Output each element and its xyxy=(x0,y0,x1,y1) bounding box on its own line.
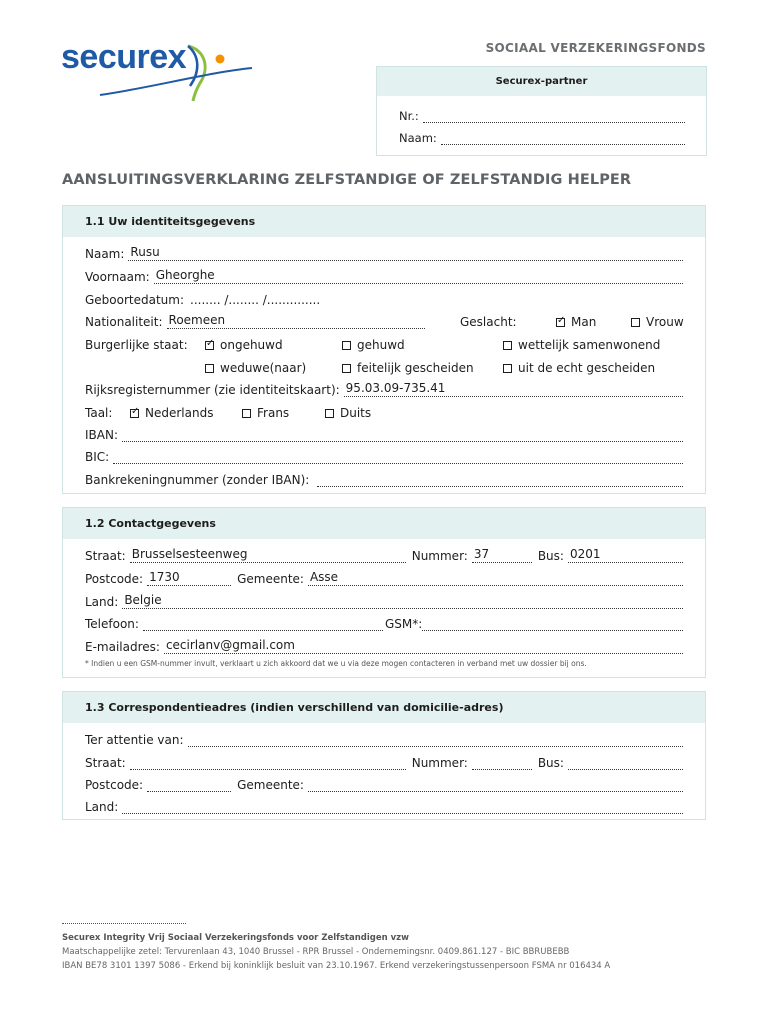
checkbox-icon[interactable] xyxy=(503,364,512,373)
partner-nr-input[interactable] xyxy=(423,112,685,123)
checkbox-icon[interactable] xyxy=(205,364,214,373)
corr-postcode-input[interactable] xyxy=(147,777,231,792)
bus-label: Bus: xyxy=(537,549,564,563)
checkbox-checked-icon[interactable] xyxy=(130,409,139,418)
postcode-row xyxy=(85,571,683,586)
staat-samenwonend-option[interactable] xyxy=(503,337,660,352)
corr-postcode-label: Postcode: xyxy=(85,778,144,792)
geslacht-label: Geslacht: xyxy=(460,315,517,329)
checkbox-icon[interactable] xyxy=(631,318,640,327)
postcode-input[interactable]: 1730 xyxy=(147,571,231,586)
geslacht-vrouw-option[interactable] xyxy=(631,314,684,329)
staat-weduwe-option[interactable] xyxy=(205,360,306,375)
partner-naam-label: Naam: xyxy=(399,131,437,145)
land-row[interactable] xyxy=(85,594,683,609)
bus-input[interactable]: 0201 xyxy=(568,548,683,563)
telefoon-input[interactable] xyxy=(143,616,383,631)
rijksregister-label: Rijksregisternummer (zie identiteitskaart): xyxy=(85,383,340,397)
partner-naam-field[interactable] xyxy=(399,131,685,145)
footer-divider xyxy=(62,923,186,924)
checkbox-icon[interactable] xyxy=(342,341,351,350)
bic-label: BIC: xyxy=(85,450,110,464)
straat-label: Straat: xyxy=(85,549,126,563)
corr-straat-label: Straat: xyxy=(85,756,126,770)
taal-fr-option[interactable] xyxy=(242,405,289,420)
corr-bus-label: Bus: xyxy=(537,756,564,770)
land-input[interactable]: Belgie xyxy=(122,594,683,609)
taal-label: Taal: xyxy=(85,406,113,420)
voornaam-label: Voornaam: xyxy=(85,270,150,284)
option-label: Frans xyxy=(257,406,290,420)
corr-nummer-label: Nummer: xyxy=(411,756,468,770)
gsm-input[interactable] xyxy=(422,616,683,631)
checkbox-icon[interactable] xyxy=(325,409,334,418)
checkbox-icon[interactable] xyxy=(503,341,512,350)
corr-bus-input[interactable] xyxy=(568,755,683,770)
corr-postcode-row xyxy=(85,777,683,792)
attentie-input[interactable] xyxy=(188,732,683,747)
partner-naam-input[interactable] xyxy=(441,134,685,145)
logo-wordmark: securex xyxy=(61,38,187,76)
option-label: Duits xyxy=(340,406,372,420)
section-heading: 1.2 Contactgegevens xyxy=(63,508,705,539)
option-label: Nederlands xyxy=(145,406,214,420)
partner-box xyxy=(376,66,707,156)
nummer-input[interactable]: 37 xyxy=(472,548,532,563)
naam-input[interactable]: Rusu xyxy=(128,246,683,261)
corr-land-row[interactable] xyxy=(85,799,683,814)
iban-label: IBAN: xyxy=(85,428,118,442)
corr-gemeente-input[interactable] xyxy=(308,777,683,792)
attentie-label: Ter attentie van: xyxy=(85,733,184,747)
staat-gehuwd-option[interactable] xyxy=(342,337,405,352)
voornaam-input[interactable]: Gheorghe xyxy=(154,269,683,284)
rijksregister-input[interactable]: 95.03.09-735.41 xyxy=(344,382,683,397)
section-heading: 1.3 Correspondentieadres (indien verschillend van domicilie-adres) xyxy=(63,692,705,723)
partner-nr-label: Nr.: xyxy=(399,109,419,123)
bankrekening-label: Bankrekeningnummer (zonder IBAN): xyxy=(85,473,310,487)
email-label: E-mailadres: xyxy=(85,640,160,654)
email-row[interactable] xyxy=(85,639,683,654)
page-title: AANSLUITINGSVERKLARING ZELFSTANDIGE OF ZELFSTANDIG HELPER xyxy=(62,172,632,188)
option-label: gehuwd xyxy=(357,338,405,352)
corr-straat-input[interactable] xyxy=(130,755,406,770)
section-heading: 1.1 Uw identiteitsgegevens xyxy=(63,206,705,237)
footer-address: Maatschappelijke zetel: Tervurenlaan 43, 1040 Brussel - RPR Brussel - Ondernemingsnr. 0409.861.127 - BIC BBRUBEBB xyxy=(62,947,570,957)
option-label: feitelijk gescheiden xyxy=(357,361,474,375)
securex-logo xyxy=(60,38,255,104)
geboortedatum-input[interactable]: ........ /........ /.............. xyxy=(190,293,321,307)
nationaliteit-field[interactable] xyxy=(85,314,425,329)
staat-feitelijk-option[interactable] xyxy=(342,360,474,375)
iban-input[interactable] xyxy=(122,427,683,442)
voornaam-field[interactable] xyxy=(85,269,683,284)
land-label: Land: xyxy=(85,595,119,609)
option-label: ongehuwd xyxy=(220,338,283,352)
logo-swoosh-icon xyxy=(60,38,255,104)
section-contact xyxy=(62,507,706,678)
section-correspondence xyxy=(62,691,706,820)
checkbox-checked-icon[interactable] xyxy=(205,341,214,350)
taal-nl-option[interactable] xyxy=(130,405,213,420)
staat-ongehuwd-option[interactable] xyxy=(205,337,283,352)
option-label: Vrouw xyxy=(646,315,684,329)
checkbox-checked-icon[interactable] xyxy=(556,318,565,327)
option-label: uit de echt gescheiden xyxy=(518,361,656,375)
nationaliteit-input[interactable]: Roemeen xyxy=(167,314,425,329)
corr-straat-row xyxy=(85,755,683,770)
section-identity xyxy=(62,205,706,494)
geboortedatum-label: Geboortedatum: xyxy=(85,293,185,307)
rijksregister-field[interactable] xyxy=(85,382,683,397)
option-label: weduwe(naar) xyxy=(220,361,307,375)
burgerlijke-staat-label: Burgerlijke staat: xyxy=(85,338,188,352)
telefoon-row xyxy=(85,616,683,631)
iban-field[interactable] xyxy=(85,427,683,442)
gsm-label: GSM*: xyxy=(384,617,423,631)
straat-input[interactable]: Brusselsesteenweg xyxy=(130,548,406,563)
gemeente-label: Gemeente: xyxy=(237,572,304,586)
corr-gemeente-label: Gemeente: xyxy=(237,778,304,792)
option-label: Man xyxy=(571,315,597,329)
postcode-label: Postcode: xyxy=(85,572,144,586)
telefoon-label: Telefoon: xyxy=(85,617,139,631)
partner-title: Securex-partner xyxy=(377,67,706,96)
geslacht-man-option[interactable] xyxy=(556,314,596,329)
bankrekening-input[interactable] xyxy=(317,472,683,487)
corr-nummer-input[interactable] xyxy=(472,755,532,770)
corr-land-input[interactable] xyxy=(122,799,683,814)
checkbox-icon[interactable] xyxy=(342,364,351,373)
footer-registration: IBAN BE78 3101 1397 5086 - Erkend bij koninklijk besluit van 23.10.1967. Erkend verzekeringstussenpersoon FSMA nr 016434 A xyxy=(62,961,611,971)
fund-title: SOCIAAL VERZEKERINGSFONDS xyxy=(485,41,706,55)
checkbox-icon[interactable] xyxy=(242,409,251,418)
bankrekening-field[interactable] xyxy=(85,472,683,487)
gemeente-input[interactable]: Asse xyxy=(308,571,683,586)
straat-row xyxy=(85,548,683,563)
taal-de-option[interactable] xyxy=(325,405,371,420)
footer-company: Securex Integrity Vrij Sociaal Verzekeringsfonds voor Zelfstandigen vzw xyxy=(62,933,409,943)
email-input[interactable]: cecirlanv@gmail.com xyxy=(164,639,683,654)
naam-label: Naam: xyxy=(85,247,125,261)
geboortedatum-field[interactable] xyxy=(85,292,320,307)
nationaliteit-label: Nationaliteit: xyxy=(85,315,163,329)
staat-echt-option[interactable] xyxy=(503,360,655,375)
corr-land-label: Land: xyxy=(85,800,119,814)
partner-nr-field[interactable] xyxy=(399,109,685,123)
nummer-label: Nummer: xyxy=(411,549,468,563)
gsm-note: * Indien u een GSM-nummer invult, verklaart u zich akkoord dat we u via deze mogen contacteren in verband met uw dossier bij ons. xyxy=(85,659,587,668)
bic-input[interactable] xyxy=(113,449,683,464)
bic-field[interactable] xyxy=(85,449,683,464)
option-label: wettelijk samenwonend xyxy=(518,338,661,352)
attentie-row[interactable] xyxy=(85,732,683,747)
naam-field[interactable] xyxy=(85,246,683,261)
